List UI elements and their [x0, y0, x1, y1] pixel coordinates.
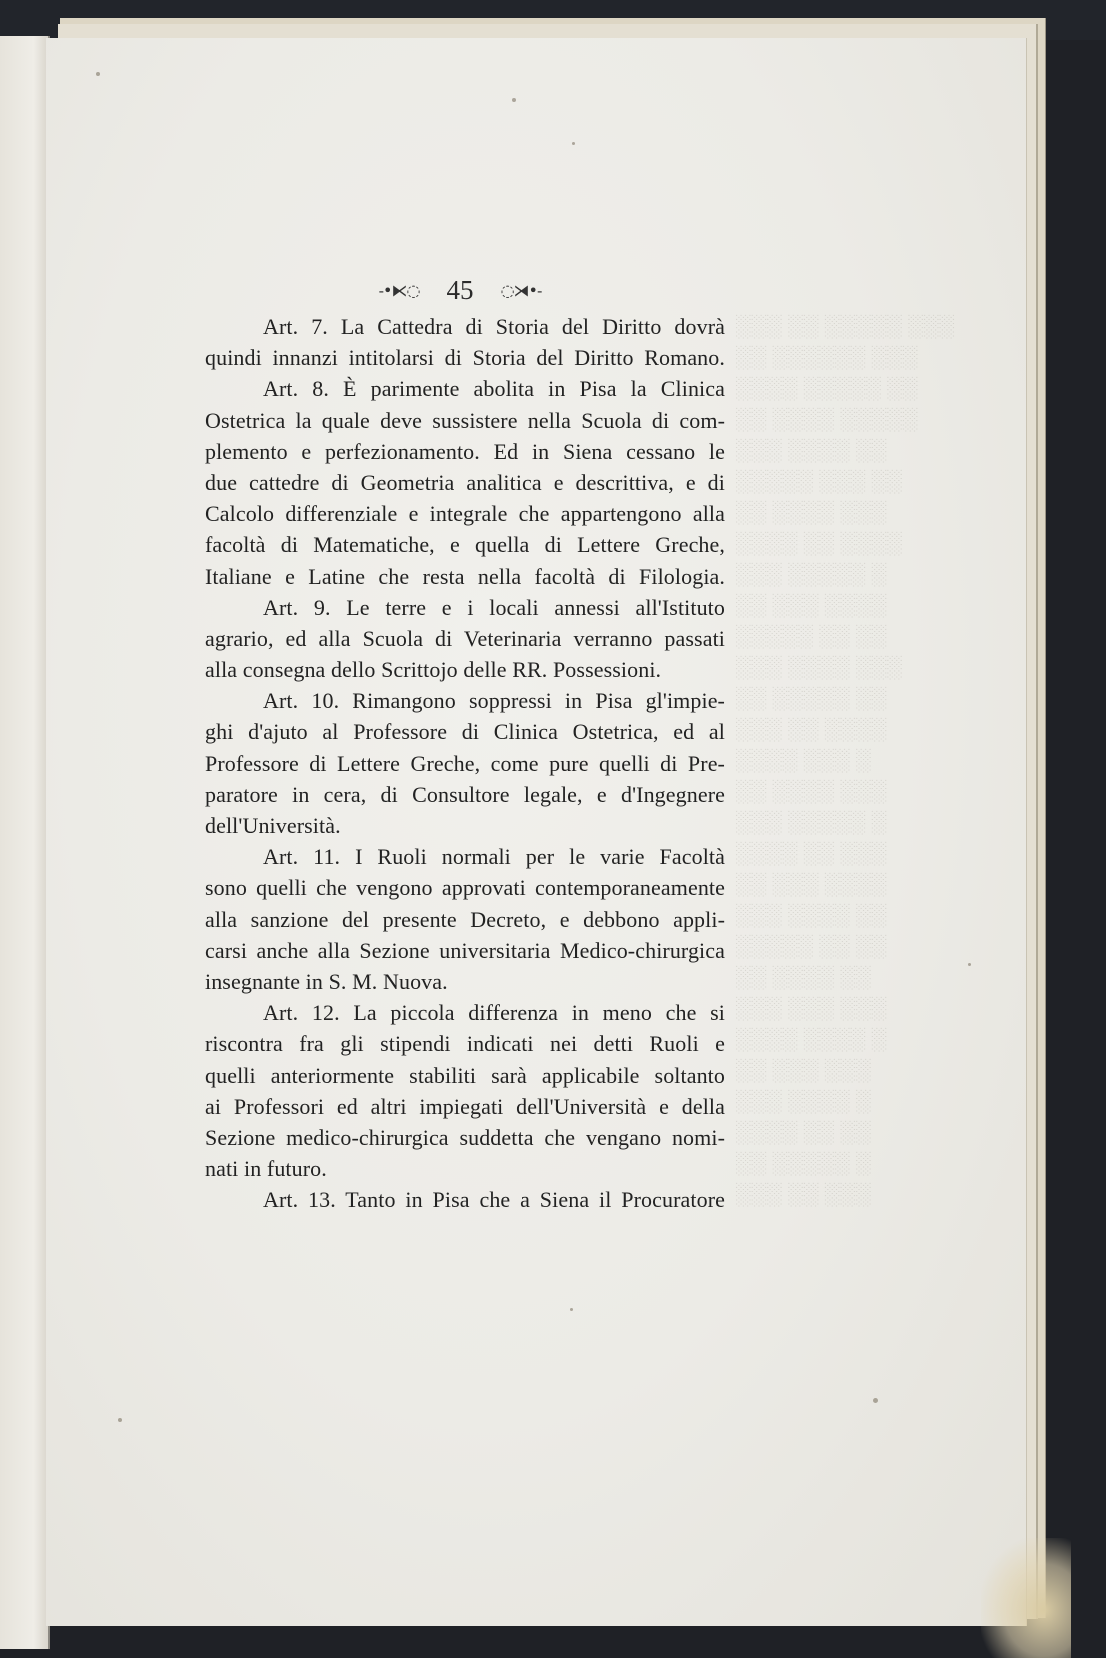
header-ornament-right: ◌⧕•- — [500, 281, 542, 300]
text-line: insegnante in S. M. Nuova. — [205, 968, 448, 994]
text-line: Art. 12. La piccola differenza in meno che si — [263, 1000, 725, 1026]
page-number: 45 — [446, 275, 474, 305]
paper-speck — [96, 72, 100, 76]
paper-speck — [512, 98, 516, 102]
text-line: Professore di Lettere Greche, come pure quelli di Pre- — [205, 750, 725, 776]
text-line: ghi d'ajuto al Professore di Clinica Ostetrica, ed al — [205, 719, 725, 745]
text-line: sono quelli che vengono approvati contemporaneamente — [205, 875, 725, 901]
text-line: Art. 13. Tanto in Pisa che a Siena il Procuratore — [263, 1187, 725, 1213]
paper-speck — [873, 1398, 878, 1403]
text-line: ai Professori ed altri impiegati dell'Università e della — [205, 1093, 725, 1119]
text-line: plemento e perfezionamento. Ed in Siena cessano le — [205, 438, 725, 464]
text-line: Calcolo differenziale e integrale che appartengono alla — [205, 501, 725, 527]
text-line: Sezione medico-chirurgica suddetta che vengano nomi- — [205, 1124, 725, 1150]
text-line: nati in futuro. — [205, 1156, 327, 1182]
text-line: Art. 10. Rimangono soppressi in Pisa gl'impie- — [263, 688, 725, 714]
text-line: facoltà di Matematiche, e quella di Lettere Greche, — [205, 532, 725, 558]
text-line: Art. 9. Le terre e i locali annessi all'Istituto — [263, 594, 725, 620]
header-ornament-left: -•⧔◌ — [378, 281, 420, 300]
bleed-through-texture: ░░░ ░░ ░░░░░ ░░░ ░░ ░░░░░░ ░░░ ░░░░ ░░░░░ ░░ ░░ ░░░░ ░░░░░ ░░░ ░░░░ ░░ ░░░░░ ░░░ ░░ ░░ ░░░░ ░░░ ░░░░ ░░ ░░░░ ░░░ ░░░░░ ░ ░░ ░░░ ░░░░ ░░░░░ ░░ ░░ ░░░ ░░░░ ░░░ ░░ ░░░░░ ░░ ░░░ ░░ ░░░░ ░░░░ ░░░ ░ ░░ ░░░░ ░░░ ░░░ ░░░░░ ░ ░░░░ ░░ ░░░ ░░ ░░░ ░░░░ ░░░ ░░░░ ░░ ░░░░░ ░░ ░░ ░░ ░░░░ ░░ ░░░ ░░░ ░░░ ░░░░ ░░░░ ░ ░░ ░░░ ░░░ ░░░ ░░░░ ░ ░░░░ ░░ ░░ ░░ ░░░░░ ░ ░░░ ░░ ░░░ — [735, 313, 955, 1206]
text-line: quindi innanzi intitolarsi di Storia del Diritto Romano. — [205, 345, 725, 371]
paper-speck — [968, 963, 971, 966]
text-line: dell'Università. — [205, 813, 341, 838]
text-line: riscontra fra gli stipendi indicati nei detti Ruoli e — [205, 1031, 725, 1057]
text-line: due cattedre di Geometria analitica e descrittiva, e di — [205, 469, 725, 495]
text-line: Art. 11. I Ruoli normali per le varie Facoltà — [263, 844, 725, 870]
text-line: agrario, ed alla Scuola di Veterinaria verranno passati — [205, 625, 725, 651]
page-header — [200, 275, 720, 311]
text-line: alla consegna dello Scrittojo delle RR. Possessioni. — [205, 657, 662, 683]
paper-speck — [118, 1418, 122, 1422]
text-line: Italiane e Latine che resta nella facoltà di Filologia. — [205, 563, 725, 589]
text-line: Art. 8. È parimente abolita in Pisa la Clinica — [263, 376, 725, 402]
text-line: paratore in cera, di Consultore legale, e d'Ingegnere — [205, 781, 725, 807]
text-line: Art. 7. La Cattedra di Storia del Diritto dovrà — [263, 314, 725, 339]
text-line: alla sanzione del presente Decreto, e debbono appli- — [205, 906, 725, 932]
text-line: quelli anteriormente stabiliti sarà applicabile soltanto — [205, 1062, 725, 1088]
paper-stain — [981, 1538, 1071, 1658]
paper-speck — [572, 142, 575, 145]
paper-speck — [570, 1308, 573, 1311]
text-line: Ostetrica la quale deve sussistere nella Scuola di com- — [205, 407, 725, 433]
body-text — [205, 311, 725, 1215]
text-line: carsi anche alla Sezione universitaria Medico-chirurgica — [205, 937, 725, 963]
facing-page-left — [0, 36, 50, 1649]
